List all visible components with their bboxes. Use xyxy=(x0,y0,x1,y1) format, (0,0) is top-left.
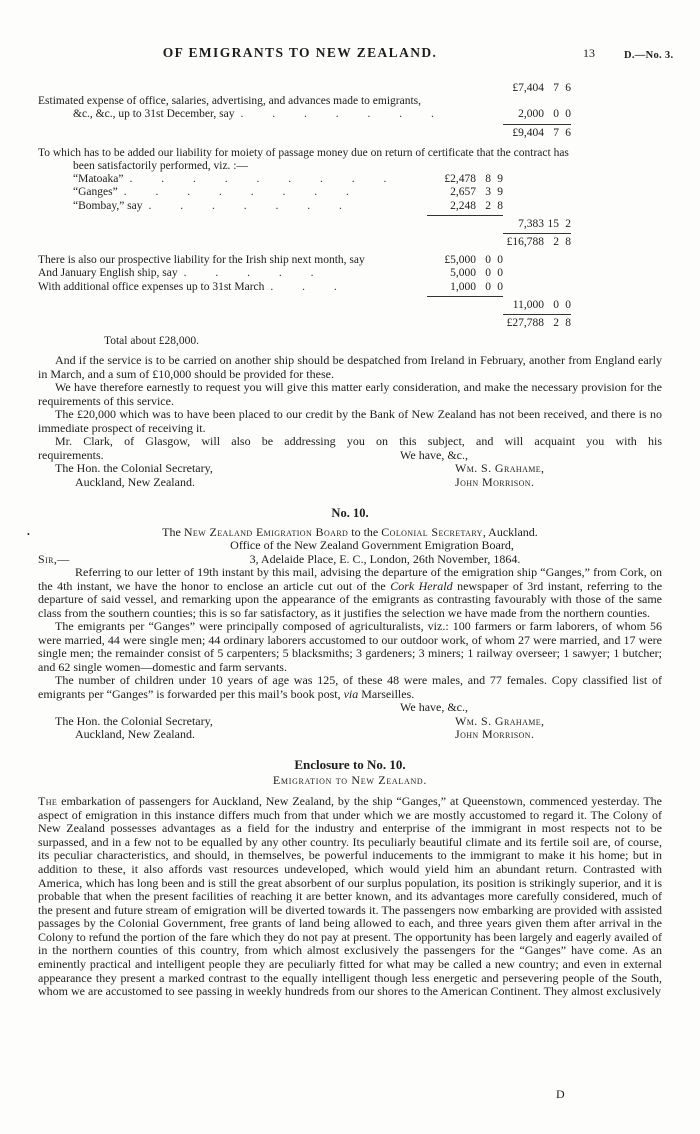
letter-number-heading: No. 10. xyxy=(331,506,369,521)
dot-leader: . . . . . . . . . xyxy=(129,173,387,186)
prospective-liability-row: And January English ship, say . . . . . 5,000 0 0 xyxy=(38,267,503,280)
salutation: Sir,— xyxy=(38,551,70,566)
ship-amount: 2,248 2 8 xyxy=(450,199,503,212)
ship-name: “Matoaka” xyxy=(73,173,124,186)
total-note: Total about £28,000. xyxy=(104,335,200,348)
enclosure-body: The embarkation of passengers for Auckland, New Zealand, by the ship “Ganges,” at Queenstown, commenced yesterday. The aspect of emigration in this instance differs much from that under which we are mostly accustomed to regard it. The Colony of New Zealand possesses advantages as a field for the industry and enterprise of the immigrant in most respects not to be surpassed, and in a few not to be equalled by any other country. Its peculiarly beautiful climate and its fertile soil are, of course, its peculiar characteristics, and should, in themselves, be powerful inducements to the immigrant to make it his home; but in addition to these, it also affords vast resources undeveloped, which would yield him an abundant return. Contrasted with America, which has long been and is still the great absorbent of our surplus population, its position is strikingly superior, and it is probable that when the present facilities of reaching it are better known, and its advantages more carefully considered, much of the present and future stream of emigration will be diverted towards it. The passengers now embarking are provided with assisted passages by the Colonial Government, free grants of land being allowed to each, and three years given them after arrival in the Colony to refund the portion of the fare which they do not pay at present. The opportunity has been largely and eagerly availed of in the northern counties of this country, from which almost exclusively the passengers for the “Ganges” have come. As an eminently practical and intelligent people they are peculiarly fitted for what may be called a new country; and even in external appearance they present a marked contrast to the equally intelligent though less energetic and persevering people of the South, whom we are accustomed to see passing in weekly hundreds from our shores to the American Continent. They almost exclusively xyxy=(38,793,662,999)
paragraph: The emigrants per “Ganges” were principally composed of agriculturalists, viz.: 100 farmers or farm laborers, of whom 56 were married, 44 were single men; 44 ordinary laborers accustomed to our outdoor work, of whom 27 were married, and 17 were single men; the remainder consist of 5 carpenters; 5 blacksmiths; 3 gardeners; 3 miners; 1 railway overseer; 1 sawyer; 1 butcher; and 62 single women—domestic and farm servants. xyxy=(38,619,662,674)
dot-leader: . . . . . . . xyxy=(240,108,434,121)
amount-ships-total: 7,383 15 2 xyxy=(518,217,571,230)
address-date: 3, Adelaide Place, E. C., London, 26th November, 1864. xyxy=(249,551,521,566)
amount-grand-total: £27,788 2 8 xyxy=(506,317,571,330)
valediction: We have, &c., xyxy=(400,447,469,462)
valediction-line xyxy=(38,701,662,715)
letter-heading: • The New Zealand Emigration Board to the Colonial Secretary, Auckland. xyxy=(38,526,662,540)
paragraph: Referring to our letter of 19th instant by this mail, advising the departure of the emigration ship “Ganges,” from Cork, on the 4th instant, we have the honor to enclose an article cut out of the Cork Herald newspaper of 3rd instant, referring to the departure of said vessel, and remarking upon the appearance of the emigrants as contrasting favourably with those of the same class from the southern counties; this is so far satisfactory, as it justifies the selection we have made from the northern counties. xyxy=(38,565,663,620)
amount-row-ships-total xyxy=(38,218,571,231)
dot-leader: . . . . . . . xyxy=(148,199,342,212)
paragraph: The number of children under 10 years of age was 125, of these 48 were males, and 77 females. Copy classified list of emigrants per “Ganges” is forwarded per this mail’s book post, via Marseilles. xyxy=(38,673,662,701)
board-name: New Zealand Emigration Board xyxy=(183,524,349,539)
signature: John Morrison. xyxy=(455,727,535,742)
document-reference: D.—No. 3. xyxy=(624,49,674,61)
amount-row-brought-forward xyxy=(38,82,571,95)
amount-liabilities-total: 11,000 0 0 xyxy=(512,298,571,311)
page-number: 13 xyxy=(583,46,595,60)
line-item-estimated-expense-text: Estimated expense of office, salaries, advertising, and advances made to emigrants, xyxy=(38,95,421,108)
liability-amount: £5,000 0 0 xyxy=(444,254,503,267)
dot-leader: . . . . . xyxy=(183,267,314,280)
newspaper-name: Cork Herald xyxy=(390,578,453,593)
sum-rule xyxy=(427,215,503,218)
amount-row-liabilities-total xyxy=(38,299,571,312)
valediction: We have, &c., xyxy=(400,700,469,715)
amount-row-subtotal-first xyxy=(38,127,571,140)
ship-name: “Bombay,” say xyxy=(73,199,143,212)
signature: Wm. S. Grahame, xyxy=(455,461,545,476)
date-line xyxy=(38,553,662,567)
sum-rule xyxy=(427,296,503,299)
dot-leader: . . . . . . . . xyxy=(123,186,349,199)
lead-word: The xyxy=(38,793,58,808)
secretary-name: Colonial Secretary xyxy=(381,524,483,539)
office-line: Office of the New Zealand Government Emigration Board, xyxy=(230,538,514,553)
signature-row xyxy=(38,462,662,476)
liability-amount: 5,000 0 0 xyxy=(450,267,503,280)
ship-amount: 2,657 3 9 xyxy=(450,186,503,199)
signature: Wm. S. Grahame, xyxy=(455,713,545,728)
printer-signature-mark: D xyxy=(556,1087,565,1101)
signature: John Morrison. xyxy=(455,474,535,489)
enclosure xyxy=(38,758,662,999)
amount-estimated-expense: 2,000 0 0 xyxy=(518,108,571,121)
ship-liability-row xyxy=(38,200,571,213)
ship-name: “Ganges” xyxy=(73,186,118,199)
paragraph: We have therefore earnestly to request you will give this matter early consideration, and make the necessary provision for the requirements of this service. xyxy=(38,380,662,408)
amount-row-grand-total xyxy=(38,317,571,330)
ship-liability-row xyxy=(38,173,571,186)
paragraph: Mr. Clark, of Glasgow, will also be addressing you on this subject, and will acquaint you with his xyxy=(55,434,662,449)
dot-leader: . . . xyxy=(270,280,337,293)
line-item-estimated-expense: &c., &c., up to 31st December, say . . . . . . . 2,000 0 0 xyxy=(73,108,571,121)
margin-mark: • xyxy=(27,529,30,539)
financial-statement xyxy=(38,82,571,348)
prospective-liability-row: There is also our prospective liability for the Irish ship next month, say £5,000 0 0 xyxy=(38,254,503,267)
page-content xyxy=(27,45,674,999)
letter-9-body xyxy=(38,354,662,489)
running-title: OF EMIGRANTS TO NEW ZEALAND. xyxy=(162,45,438,60)
paragraph-runover: requirements. xyxy=(38,447,104,462)
letter-10 xyxy=(27,506,663,742)
addressee-line: The Hon. the Colonial Secretary, xyxy=(55,461,213,476)
paragraph: And if the service is to be carried on another ship should be despatched from Ireland in February, another from England early in March, and a sum of £10,000 should be provided for these. xyxy=(38,353,662,381)
liability-amount: 1,000 0 0 xyxy=(450,280,503,293)
addressee-line: Auckland, New Zealand. xyxy=(75,727,195,742)
ship-liability-row xyxy=(38,186,571,199)
ship-amount: £2,478 8 9 xyxy=(444,173,503,186)
amount-subtotal-second: £16,788 2 8 xyxy=(506,236,571,249)
signature-row xyxy=(38,715,662,729)
amount-row-subtotal-second xyxy=(38,236,571,249)
addressee-line: The Hon. the Colonial Secretary, xyxy=(55,713,213,728)
amount-subtotal-first: £9,404 7 6 xyxy=(512,126,571,139)
signature-row xyxy=(38,728,662,742)
paragraph: The £20,000 which was to have been placed to our credit by the Bank of New Zealand has not been received, and there is no immediate prospect of receiving it. xyxy=(38,407,662,435)
moiety-liability-note: To which has to be added our liability for moiety of passage money due on return of certificate that the contract has been satisfactorily performed, viz. :— xyxy=(38,146,569,173)
enclosure-heading: Enclosure to No. 10. xyxy=(294,756,406,772)
enclosure-subheading: Emigration to New Zealand. xyxy=(272,773,428,788)
valediction-line xyxy=(38,449,662,463)
amount-brought-forward: £7,404 7 6 xyxy=(512,82,571,94)
addressee-line: Auckland, New Zealand. xyxy=(75,474,195,489)
prospective-liability-row: With additional office expenses up to 31st March . . . 1,000 0 0 xyxy=(38,280,503,293)
page-header xyxy=(38,45,674,66)
signature-row xyxy=(38,476,662,490)
